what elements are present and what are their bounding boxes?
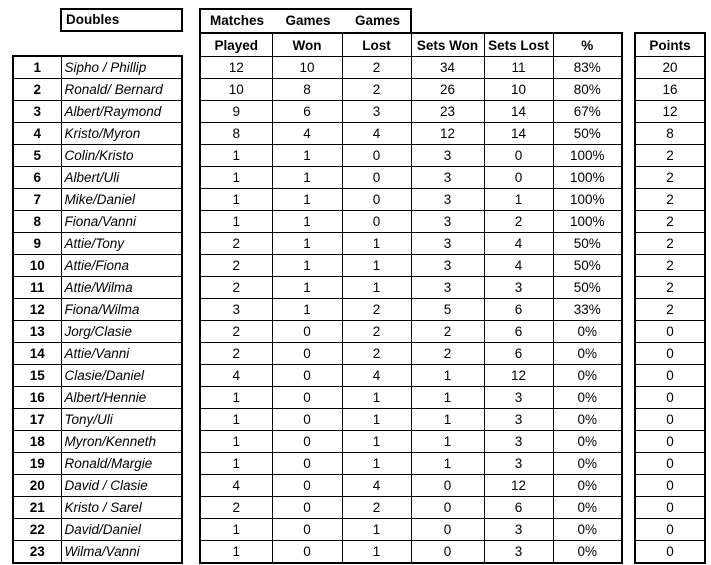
points-cell: 2	[635, 233, 705, 255]
table-row	[13, 299, 182, 321]
rank-cell: 10	[13, 255, 61, 277]
points-cell: 0	[635, 387, 705, 409]
sets-lost-cell: 4	[484, 233, 553, 255]
sets-lost-cell: 1	[484, 189, 553, 211]
won-cell: 0	[272, 365, 342, 387]
sets-won-cell: 0	[411, 519, 484, 541]
lost-cell: 2	[342, 343, 411, 365]
table-row	[635, 299, 705, 321]
sets-won-cell: 1	[411, 431, 484, 453]
table-row	[200, 431, 622, 453]
sets-won-cell: 3	[411, 233, 484, 255]
points-cell: 0	[635, 321, 705, 343]
sets-won-cell: 0	[411, 475, 484, 497]
rank-cell: 22	[13, 519, 61, 541]
table-row	[13, 431, 182, 453]
points-cell: 0	[635, 409, 705, 431]
won-cell: 0	[272, 321, 342, 343]
sets-won-cell: 23	[411, 101, 484, 123]
sets-won-cell: 1	[411, 453, 484, 475]
table-row	[635, 321, 705, 343]
sets-won-cell: 2	[411, 321, 484, 343]
lost-cell: 2	[342, 497, 411, 519]
sets-won-cell: 3	[411, 189, 484, 211]
table-row	[635, 277, 705, 299]
played-cell: 3	[200, 299, 272, 321]
sets-won-cell: 5	[411, 299, 484, 321]
points-cell: 2	[635, 189, 705, 211]
rank-cell: 5	[13, 145, 61, 167]
won-cell: 0	[272, 475, 342, 497]
pair-name-cell: Attie/Tony	[61, 233, 182, 255]
rank-cell: 15	[13, 365, 61, 387]
table-row	[200, 123, 622, 145]
table-row	[200, 409, 622, 431]
sets-lost-cell: 4	[484, 255, 553, 277]
rank-cell: 9	[13, 233, 61, 255]
points-cell: 0	[635, 453, 705, 475]
rank-cell: 18	[13, 431, 61, 453]
table-row	[200, 255, 622, 277]
pair-name-cell: David/Daniel	[61, 519, 182, 541]
rank-cell: 6	[13, 167, 61, 189]
won-cell: 0	[272, 541, 342, 564]
pair-name-cell: Ronald/Margie	[61, 453, 182, 475]
sets-lost-cell: 6	[484, 321, 553, 343]
rank-cell: 20	[13, 475, 61, 497]
pct-cell: 100%	[553, 145, 622, 167]
table-row	[13, 123, 182, 145]
pct-cell: 50%	[553, 255, 622, 277]
played-cell: 2	[200, 321, 272, 343]
sets-won-cell: 0	[411, 497, 484, 519]
played-cell: 2	[200, 233, 272, 255]
points-cell: 2	[635, 211, 705, 233]
won-cell: 4	[272, 123, 342, 145]
sets-won-cell: 1	[411, 365, 484, 387]
lost-cell: 1	[342, 387, 411, 409]
table-row	[200, 57, 622, 79]
lost-cell: 2	[342, 321, 411, 343]
table-row	[200, 79, 622, 101]
points-table	[634, 32, 706, 564]
rank-cell: 16	[13, 387, 61, 409]
lost-cell: 1	[342, 409, 411, 431]
pair-name-cell: Albert/Hennie	[61, 387, 182, 409]
pct-cell: 0%	[553, 387, 622, 409]
pair-name-cell: Mike/Daniel	[61, 189, 182, 211]
table-row	[200, 211, 622, 233]
points-cell: 2	[635, 167, 705, 189]
points-cell: 0	[635, 497, 705, 519]
table-row	[635, 101, 705, 123]
table-row	[635, 145, 705, 167]
table-row	[635, 211, 705, 233]
pct-cell: 0%	[553, 409, 622, 431]
sets-won-cell: 3	[411, 211, 484, 233]
pct-cell: 0%	[553, 321, 622, 343]
pair-name-cell: Colin/Kristo	[61, 145, 182, 167]
rank-cell: 19	[13, 453, 61, 475]
table-title: Doubles	[60, 8, 183, 32]
header-won: Won	[272, 33, 342, 57]
pair-name-cell: Tony/Uli	[61, 409, 182, 431]
table-row	[200, 299, 622, 321]
sets-lost-cell: 12	[484, 365, 553, 387]
played-cell: 1	[200, 453, 272, 475]
points-cell: 2	[635, 277, 705, 299]
won-cell: 0	[272, 519, 342, 541]
points-cell: 0	[635, 365, 705, 387]
stats-table	[199, 32, 623, 564]
rank-cell: 23	[13, 541, 61, 564]
table-row	[13, 475, 182, 497]
played-cell: 2	[200, 255, 272, 277]
table-row	[13, 255, 182, 277]
table-row	[635, 79, 705, 101]
points-cell: 0	[635, 541, 705, 564]
played-cell: 1	[200, 541, 272, 564]
played-cell: 8	[200, 123, 272, 145]
sets-lost-cell: 3	[484, 453, 553, 475]
table-row	[635, 123, 705, 145]
lost-cell: 0	[342, 189, 411, 211]
lost-cell: 0	[342, 145, 411, 167]
points-cell: 16	[635, 79, 705, 101]
pct-cell: 83%	[553, 57, 622, 79]
sets-lost-cell: 3	[484, 541, 553, 564]
points-cell: 0	[635, 431, 705, 453]
pair-name-cell: Attie/Vanni	[61, 343, 182, 365]
lost-cell: 2	[342, 299, 411, 321]
pair-name-cell: Ronald/ Bernard	[61, 79, 182, 101]
sets-won-cell: 34	[411, 57, 484, 79]
pair-name-cell: Kristo/Myron	[61, 123, 182, 145]
won-cell: 1	[272, 145, 342, 167]
played-cell: 12	[200, 57, 272, 79]
rank-cell: 3	[13, 101, 61, 123]
played-cell: 1	[200, 519, 272, 541]
played-cell: 9	[200, 101, 272, 123]
table-row	[635, 343, 705, 365]
rank-cell: 21	[13, 497, 61, 519]
table-row	[635, 519, 705, 541]
played-cell: 1	[200, 167, 272, 189]
won-cell: 0	[272, 409, 342, 431]
won-cell: 1	[272, 277, 342, 299]
won-cell: 1	[272, 233, 342, 255]
won-cell: 1	[272, 189, 342, 211]
header-pct: %	[553, 33, 622, 57]
sets-lost-cell: 14	[484, 101, 553, 123]
points-cell: 0	[635, 519, 705, 541]
lost-cell: 4	[342, 475, 411, 497]
table-row	[13, 387, 182, 409]
sets-lost-cell: 6	[484, 299, 553, 321]
table-row	[200, 475, 622, 497]
sets-lost-cell: 3	[484, 409, 553, 431]
table-row	[200, 277, 622, 299]
pair-name-cell: Fiona/Wilma	[61, 299, 182, 321]
lost-cell: 1	[342, 233, 411, 255]
pct-cell: 0%	[553, 497, 622, 519]
pct-cell: 50%	[553, 233, 622, 255]
won-cell: 1	[272, 167, 342, 189]
lost-cell: 1	[342, 255, 411, 277]
pct-cell: 0%	[553, 453, 622, 475]
lost-cell: 2	[342, 79, 411, 101]
sets-lost-cell: 0	[484, 145, 553, 167]
sets-lost-cell: 11	[484, 57, 553, 79]
pair-name-cell: Wilma/Vanni	[61, 541, 182, 564]
won-cell: 0	[272, 497, 342, 519]
table-row	[200, 387, 622, 409]
sets-lost-cell: 0	[484, 167, 553, 189]
pair-name-cell: Attie/Wilma	[61, 277, 182, 299]
won-cell: 0	[272, 453, 342, 475]
table-row	[200, 365, 622, 387]
pct-cell: 50%	[553, 277, 622, 299]
rank-cell: 1	[13, 56, 61, 79]
header-sets-lost: Sets Lost	[484, 33, 553, 57]
table-row	[13, 321, 182, 343]
pct-cell: 0%	[553, 519, 622, 541]
lost-cell: 1	[342, 277, 411, 299]
sets-lost-cell: 3	[484, 277, 553, 299]
rank-cell: 13	[13, 321, 61, 343]
table-row	[635, 387, 705, 409]
lost-cell: 1	[342, 519, 411, 541]
sets-won-cell: 12	[411, 123, 484, 145]
pair-name-cell: Myron/Kenneth	[61, 431, 182, 453]
lost-cell: 4	[342, 365, 411, 387]
pct-cell: 0%	[553, 343, 622, 365]
table-row	[635, 453, 705, 475]
header-games-won-top: Games	[285, 13, 331, 28]
points-header-row	[635, 33, 705, 57]
won-cell: 8	[272, 79, 342, 101]
header-sets-won: Sets Won	[411, 33, 484, 57]
table-row	[200, 453, 622, 475]
pairs-table	[12, 55, 183, 564]
pair-name-cell: Fiona/Vanni	[61, 211, 182, 233]
table-row	[635, 497, 705, 519]
pair-name-cell: Albert/Raymond	[61, 101, 182, 123]
table-row	[635, 409, 705, 431]
rank-cell: 11	[13, 277, 61, 299]
points-cell: 20	[635, 57, 705, 79]
sets-won-cell: 1	[411, 387, 484, 409]
table-row	[13, 277, 182, 299]
table-row	[200, 145, 622, 167]
stats-header-row	[200, 33, 622, 57]
lost-cell: 1	[342, 453, 411, 475]
table-row	[200, 497, 622, 519]
won-cell: 1	[272, 211, 342, 233]
table-row	[635, 189, 705, 211]
sets-won-cell: 0	[411, 541, 484, 564]
pct-cell: 100%	[553, 167, 622, 189]
sets-lost-cell: 14	[484, 123, 553, 145]
table-row	[13, 211, 182, 233]
won-cell: 1	[272, 299, 342, 321]
sets-won-cell: 3	[411, 167, 484, 189]
table-row	[200, 101, 622, 123]
table-row	[13, 541, 182, 564]
table-row	[635, 167, 705, 189]
table-row	[13, 233, 182, 255]
sets-lost-cell: 6	[484, 343, 553, 365]
lost-cell: 0	[342, 167, 411, 189]
rank-cell: 7	[13, 189, 61, 211]
table-row	[13, 167, 182, 189]
sets-lost-cell: 10	[484, 79, 553, 101]
played-cell: 2	[200, 497, 272, 519]
played-cell: 2	[200, 343, 272, 365]
played-cell: 1	[200, 211, 272, 233]
table-row	[13, 497, 182, 519]
lost-cell: 2	[342, 57, 411, 79]
lost-cell: 1	[342, 541, 411, 564]
pair-name-cell: Kristo / Sarel	[61, 497, 182, 519]
played-cell: 1	[200, 431, 272, 453]
points-cell: 2	[635, 299, 705, 321]
played-cell: 2	[200, 277, 272, 299]
sets-won-cell: 2	[411, 343, 484, 365]
table-row	[13, 519, 182, 541]
table-row	[635, 365, 705, 387]
table-row	[635, 255, 705, 277]
table-row	[200, 343, 622, 365]
rank-cell: 2	[13, 79, 61, 101]
header-lost: Lost	[342, 33, 411, 57]
won-cell: 10	[272, 57, 342, 79]
sets-lost-cell: 12	[484, 475, 553, 497]
table-row	[13, 343, 182, 365]
played-cell: 4	[200, 365, 272, 387]
table-row	[13, 56, 182, 79]
sets-won-cell: 1	[411, 409, 484, 431]
header-games-lost-top: Games	[354, 13, 401, 28]
sets-lost-cell: 6	[484, 497, 553, 519]
lost-cell: 4	[342, 123, 411, 145]
pair-name-cell: Sipho / Phillip	[61, 56, 182, 79]
lost-cell: 0	[342, 211, 411, 233]
pair-name-cell: Albert/Uli	[61, 167, 182, 189]
pair-name-cell: Clasie/Daniel	[61, 365, 182, 387]
table-row	[635, 431, 705, 453]
table-row	[13, 365, 182, 387]
sets-won-cell: 3	[411, 277, 484, 299]
pair-name-cell: David / Clasie	[61, 475, 182, 497]
pct-cell: 0%	[553, 365, 622, 387]
table-row	[13, 409, 182, 431]
lost-cell: 3	[342, 101, 411, 123]
header-matches: Matches	[209, 13, 265, 28]
played-cell: 1	[200, 145, 272, 167]
table-row	[13, 145, 182, 167]
pct-cell: 100%	[553, 211, 622, 233]
table-row	[200, 321, 622, 343]
table-row	[200, 233, 622, 255]
lost-cell: 1	[342, 431, 411, 453]
table-row	[635, 541, 705, 564]
pair-name-cell: Jorg/Clasie	[61, 321, 182, 343]
rank-cell: 17	[13, 409, 61, 431]
sets-lost-cell: 3	[484, 431, 553, 453]
sets-lost-cell: 3	[484, 519, 553, 541]
rank-cell: 8	[13, 211, 61, 233]
played-cell: 1	[200, 387, 272, 409]
points-cell: 2	[635, 255, 705, 277]
header-points: Points	[635, 33, 705, 57]
header-played: Played	[200, 33, 272, 57]
pct-cell: 0%	[553, 475, 622, 497]
table-row	[200, 541, 622, 564]
sets-won-cell: 26	[411, 79, 484, 101]
played-cell: 10	[200, 79, 272, 101]
sets-won-cell: 3	[411, 145, 484, 167]
table-row	[635, 233, 705, 255]
pct-cell: 100%	[553, 189, 622, 211]
won-cell: 0	[272, 387, 342, 409]
rank-cell: 4	[13, 123, 61, 145]
won-cell: 6	[272, 101, 342, 123]
header-group-top	[199, 8, 412, 32]
played-cell: 1	[200, 189, 272, 211]
won-cell: 0	[272, 431, 342, 453]
table-row	[200, 519, 622, 541]
rank-cell: 14	[13, 343, 61, 365]
played-cell: 4	[200, 475, 272, 497]
pct-cell: 0%	[553, 431, 622, 453]
pct-cell: 80%	[553, 79, 622, 101]
points-cell: 12	[635, 101, 705, 123]
table-row	[13, 453, 182, 475]
won-cell: 0	[272, 343, 342, 365]
points-cell: 0	[635, 475, 705, 497]
table-row	[13, 79, 182, 101]
pair-name-cell: Attie/Fiona	[61, 255, 182, 277]
table-row	[13, 101, 182, 123]
sets-won-cell: 3	[411, 255, 484, 277]
played-cell: 1	[200, 409, 272, 431]
won-cell: 1	[272, 255, 342, 277]
table-row	[635, 57, 705, 79]
pct-cell: 33%	[553, 299, 622, 321]
pct-cell: 50%	[553, 123, 622, 145]
pct-cell: 67%	[553, 101, 622, 123]
points-cell: 0	[635, 343, 705, 365]
points-cell: 8	[635, 123, 705, 145]
table-row	[13, 189, 182, 211]
sets-lost-cell: 3	[484, 387, 553, 409]
rank-cell: 12	[13, 299, 61, 321]
points-cell: 2	[635, 145, 705, 167]
table-row	[635, 475, 705, 497]
pct-cell: 0%	[553, 541, 622, 564]
table-row	[200, 167, 622, 189]
table-row	[200, 189, 622, 211]
sets-lost-cell: 2	[484, 211, 553, 233]
